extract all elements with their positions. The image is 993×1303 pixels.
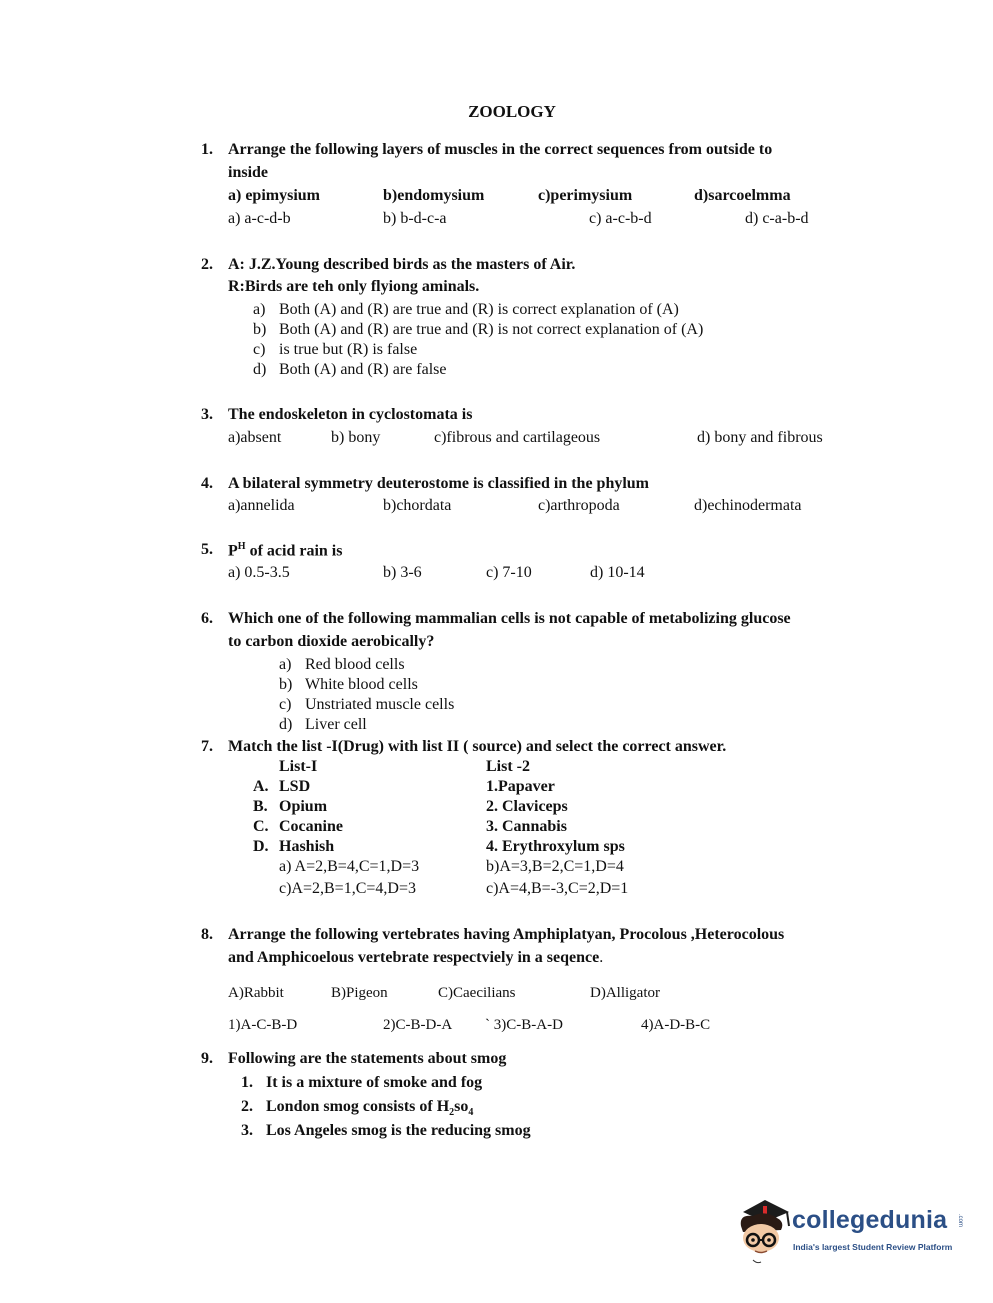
- q7-list1-b-text: Opium: [279, 798, 328, 815]
- q2-option-a-letter: a): [253, 301, 266, 318]
- q9-statement-3-text: Los Angeles smog is the reducing smog: [266, 1122, 531, 1139]
- q7-list1-c-text: Cocanine: [279, 818, 343, 835]
- q8-option-1: 1)A-C-B-D: [228, 1017, 298, 1033]
- q9-text: Following are the statements about smog: [228, 1050, 507, 1067]
- q6-option-c-text: Unstriated muscle cells: [305, 696, 455, 713]
- q7-option-b: b)A=3,B=2,C=1,D=4: [486, 858, 624, 875]
- q8-text-line2-end: .: [599, 949, 604, 966]
- q7-list2-header: List -2: [486, 758, 530, 775]
- q9-s2-sub: 2: [449, 1107, 455, 1119]
- logo-com: .com: [957, 1214, 963, 1228]
- q1-option-b: b) b-d-c-a: [383, 210, 447, 227]
- q5-text-sup: H: [237, 541, 246, 552]
- q7-option-a: a) A=2,B=4,C=1,D=3: [279, 858, 420, 875]
- q8-option-4: 4)A-D-B-C: [641, 1017, 711, 1033]
- q1-option-c: c) a-c-b-d: [589, 210, 652, 227]
- q1-item-d: d)sarcoelmma: [694, 187, 791, 204]
- q7-list1-header: List-I: [279, 758, 318, 775]
- q1-text-line2: inside: [228, 164, 269, 181]
- q5-option-a: a) 0.5-3.5: [228, 564, 290, 581]
- q7-option-d: c)A=4,B=-3,C=2,D=1: [486, 880, 629, 897]
- q6-option-d-text: Liver cell: [305, 716, 367, 733]
- q2-assertion: A: J.Z.Young described birds as the masters of Air.: [228, 256, 576, 273]
- q5-option-d: d) 10-14: [590, 564, 645, 581]
- q1-number: 1.: [201, 141, 213, 158]
- q4-option-b: b)chordata: [383, 497, 452, 514]
- q5-option-c: c) 7-10: [486, 564, 532, 581]
- q5-text: [228, 541, 342, 560]
- q4-option-a: a)annelida: [228, 497, 295, 514]
- q1-item-a: a) epimysium: [228, 187, 320, 204]
- q7-list1-d-text: Hashish: [279, 838, 335, 855]
- q6-option-b-letter: b): [279, 676, 293, 693]
- q7-list2-3: 3. Cannabis: [486, 818, 567, 835]
- q7-list2-4: 4. Erythroxylum sps: [486, 838, 625, 855]
- q8-text-line1: Arrange the following vertebrates having Amphiplatyan, Procolous ,Heterocolous: [228, 926, 785, 943]
- q8-option-3: ` 3)C-B-A-D: [485, 1017, 563, 1033]
- q1-option-a: a) a-c-d-b: [228, 210, 291, 227]
- q3-text: The endoskeleton in cyclostomata is: [228, 406, 473, 423]
- q5-option-b: b) 3-6: [383, 564, 422, 581]
- q7-text: Match the list -I(Drug) with list II ( source) and select the correct answer.: [228, 738, 727, 755]
- q3-option-a: a)absent: [228, 429, 282, 446]
- q8-text-line2: [228, 949, 603, 967]
- q1-item-b: b)endomysium: [383, 187, 485, 204]
- collegedunia-logo: [735, 1196, 965, 1266]
- q9-s2-sub2: 4: [468, 1107, 474, 1119]
- q2-option-b-text: Both (A) and (R) are true and (R) is not correct explanation of (A): [279, 321, 704, 338]
- q9-statement-1-num: 1.: [241, 1074, 253, 1091]
- q6-option-c-letter: c): [279, 696, 292, 713]
- q2-option-c-letter: c): [253, 341, 266, 358]
- q9-s2-pre: London smog consists of H: [266, 1098, 450, 1115]
- q6-option-a-text: Red blood cells: [305, 656, 405, 673]
- q2-number: 2.: [201, 256, 213, 273]
- q7-list1-b-letter: B.: [253, 798, 268, 815]
- q2-reason: R:Birds are teh only flyiong aminals.: [228, 278, 480, 295]
- q3-number: 3.: [201, 406, 213, 423]
- q4-text: A bilateral symmetry deuterostome is classified in the phylum: [228, 475, 650, 492]
- q3-option-c: c)fibrous and cartilageous: [434, 429, 601, 446]
- q9-statement-2-num: 2.: [241, 1098, 253, 1115]
- q8-number: 8.: [201, 926, 213, 943]
- q6-number: 6.: [201, 610, 213, 627]
- q6-text-line2: to carbon dioxide aerobically?: [228, 633, 435, 650]
- q6-option-b-text: White blood cells: [305, 676, 418, 693]
- q5-number: 5.: [201, 541, 213, 558]
- logo-tagline: India's largest Student Review Platform: [793, 1242, 953, 1252]
- q3-option-d: d) bony and fibrous: [697, 429, 823, 446]
- q2-option-a-text: Both (A) and (R) are true and (R) is correct explanation of (A): [279, 301, 679, 318]
- q9-statement-1-text: It is a mixture of smoke and fog: [266, 1074, 483, 1091]
- q7-list1-a-letter: A.: [253, 778, 269, 795]
- q7-list2-2: 2. Claviceps: [486, 798, 568, 815]
- q7-list1-c-letter: C.: [253, 818, 269, 835]
- q7-list1-d-letter: D.: [253, 838, 269, 855]
- q5-text-rest: of acid rain is: [245, 542, 343, 560]
- q2-option-d-text: Both (A) and (R) are false: [279, 361, 447, 378]
- q9-statement-2-text: [266, 1098, 473, 1118]
- q7-number: 7.: [201, 738, 213, 755]
- q2-option-c-text: is true but (R) is false: [279, 341, 418, 358]
- q8-item-b: B)Pigeon: [331, 985, 388, 1001]
- q9-number: 9.: [201, 1050, 213, 1067]
- q6-option-d-letter: d): [279, 716, 293, 733]
- logo-brand: collegedunia: [792, 1206, 948, 1234]
- q7-list1-a-text: LSD: [279, 778, 311, 795]
- q8-item-d: D)Alligator: [590, 985, 660, 1001]
- q9-s2-mid: so: [454, 1098, 469, 1115]
- q9-statement-3-num: 3.: [241, 1122, 253, 1139]
- q5-text-p: P: [228, 542, 238, 560]
- page-title: ZOOLOGY: [468, 102, 556, 121]
- q7-list2-1: 1.Papaver: [486, 778, 555, 795]
- q6-option-a-letter: a): [279, 656, 292, 673]
- q8-item-a: A)Rabbit: [228, 985, 284, 1001]
- q2-option-b-letter: b): [253, 321, 267, 338]
- q1-option-d: d) c-a-b-d: [745, 210, 809, 227]
- q4-option-c: c)arthropoda: [538, 497, 620, 514]
- q8-item-c: C)Caecilians: [438, 985, 516, 1001]
- q4-number: 4.: [201, 475, 213, 492]
- q2-option-d-letter: d): [253, 361, 267, 378]
- q7-option-c: c)A=2,B=1,C=4,D=3: [279, 880, 416, 897]
- q8-text-line2-bold: and Amphicoelous vertebrate respectviely in a seqence: [228, 949, 600, 966]
- q4-option-d: d)echinodermata: [694, 497, 802, 514]
- mascot-icon: [735, 1196, 795, 1266]
- q1-text-line1: Arrange the following layers of muscles in the correct sequences from outside to: [228, 141, 773, 158]
- q6-text-line1: Which one of the following mammalian cells is not capable of metabolizing glucose: [228, 610, 791, 627]
- q8-option-2: 2)C-B-D-A: [383, 1017, 453, 1033]
- q1-item-c: c)perimysium: [538, 187, 633, 204]
- q3-option-b: b) bony: [331, 429, 381, 446]
